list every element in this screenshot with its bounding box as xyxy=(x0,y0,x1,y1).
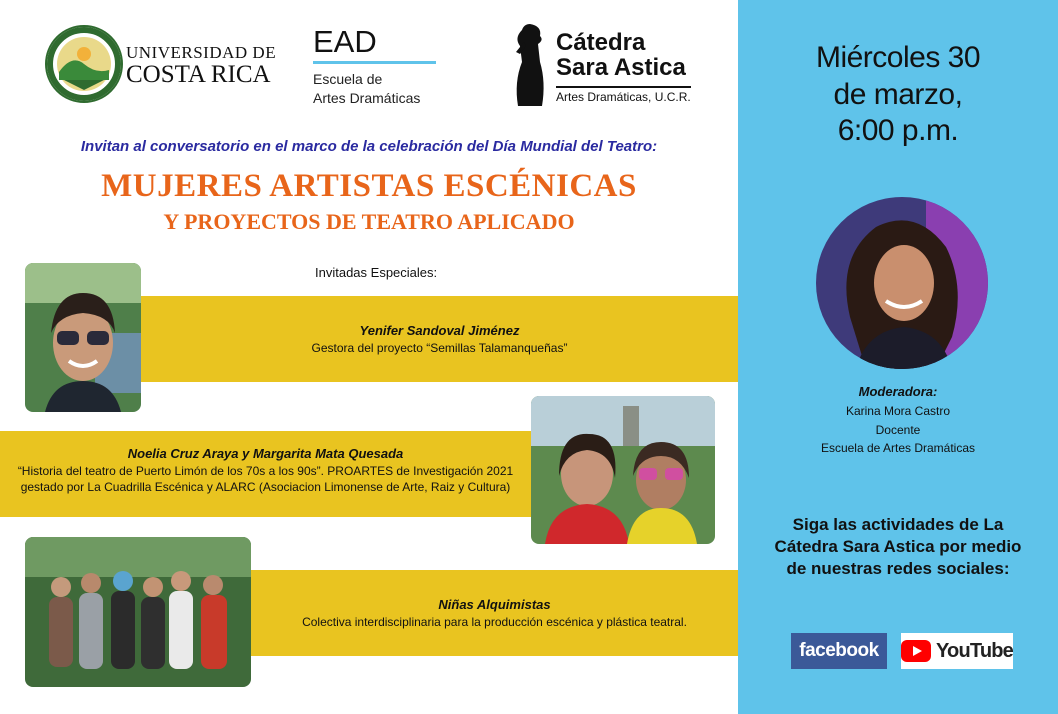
ucr-line1: UNIVERSIDAD DE xyxy=(126,43,277,62)
guest-1-description: Gestora del proyecto “Semillas Talamanqueñas” xyxy=(311,340,568,355)
guest-2-name: Noelia Cruz Araya y Margarita Mata Quesada xyxy=(127,446,404,461)
moderator-title: Docente xyxy=(875,422,921,437)
catedra-line1: Cátedra xyxy=(556,29,646,56)
date-line2: de marzo, xyxy=(833,77,963,111)
facebook-label: facebook xyxy=(799,640,879,661)
invitation-text: Invitan al conversatorio en el marco de la celebración del Día Mundial del Teatro: xyxy=(80,138,658,155)
youtube-badge[interactable] xyxy=(901,633,1013,669)
ucr-seal-logo xyxy=(44,24,124,104)
event-subtitle: Y PROYECTOS DE TEATRO APLICADO xyxy=(163,209,575,234)
event-title: MUJERES ARTISTAS ESCÉNICAS xyxy=(101,168,637,204)
guest-2-photo xyxy=(531,396,715,544)
date-line1: Miércoles 30 xyxy=(815,41,981,74)
facebook-badge[interactable] xyxy=(791,633,887,669)
guest-1-photo xyxy=(25,263,141,412)
ead-line1: Escuela de xyxy=(313,71,383,87)
follow-line3: de nuestras redes sociales: xyxy=(786,559,1010,579)
youtube-play-icon xyxy=(901,640,931,662)
youtube-label: YouTube xyxy=(936,639,1013,662)
catedra-wordmark xyxy=(556,30,691,104)
moderator-role: Moderadora: xyxy=(858,384,938,399)
ucr-wordmark xyxy=(126,44,276,87)
guest-2 xyxy=(0,445,531,495)
ucr-line2: COSTA RICA xyxy=(126,61,271,88)
catedra-line3: Artes Dramáticas, U.C.R. xyxy=(556,86,691,104)
ead-underline xyxy=(313,61,436,64)
catedra-figure-icon xyxy=(510,22,552,108)
catedra-line2: Sara Astica xyxy=(556,54,686,82)
moderator-school: Escuela de Artes Dramáticas xyxy=(820,441,976,456)
follow-text xyxy=(738,514,1058,580)
guest-3-name: Niñas Alquimistas xyxy=(438,597,551,612)
guest-2-description-line2: gestado por La Cuadrilla Escénica y ALARC (Asociacion Limonense de Arte, Raiz y Cultura) xyxy=(20,479,511,494)
guest-3-description: Colectiva interdisciplinaria para la producción escénica y plástica teatral. xyxy=(302,614,687,629)
moderator-info xyxy=(738,382,1058,458)
event-time: 6:00 p.m. xyxy=(837,114,959,148)
ead-line2: Artes Dramáticas xyxy=(313,89,421,106)
special-guests-heading: Invitadas Especiales: xyxy=(315,265,438,280)
ead-logo xyxy=(313,26,436,108)
ead-abbr: EAD xyxy=(313,24,377,59)
moderator-photo xyxy=(816,197,988,369)
guest-3 xyxy=(251,596,738,630)
guest-1-name: Yenifer Sandoval Jiménez xyxy=(359,323,520,338)
moderator-name: Karina Mora Castro xyxy=(845,404,951,419)
guest-1 xyxy=(141,322,738,356)
event-date xyxy=(738,40,1058,150)
follow-line1: Siga las actividades de La xyxy=(792,515,1004,534)
follow-line2: Cátedra Sara Astica por medio xyxy=(774,537,1022,557)
guest-2-description-line1: “Historia del teatro de Puerto Limón de los 70s a los 90s”. PROARTES de Investigación 2021 xyxy=(17,463,514,478)
guest-3-photo xyxy=(25,537,251,687)
